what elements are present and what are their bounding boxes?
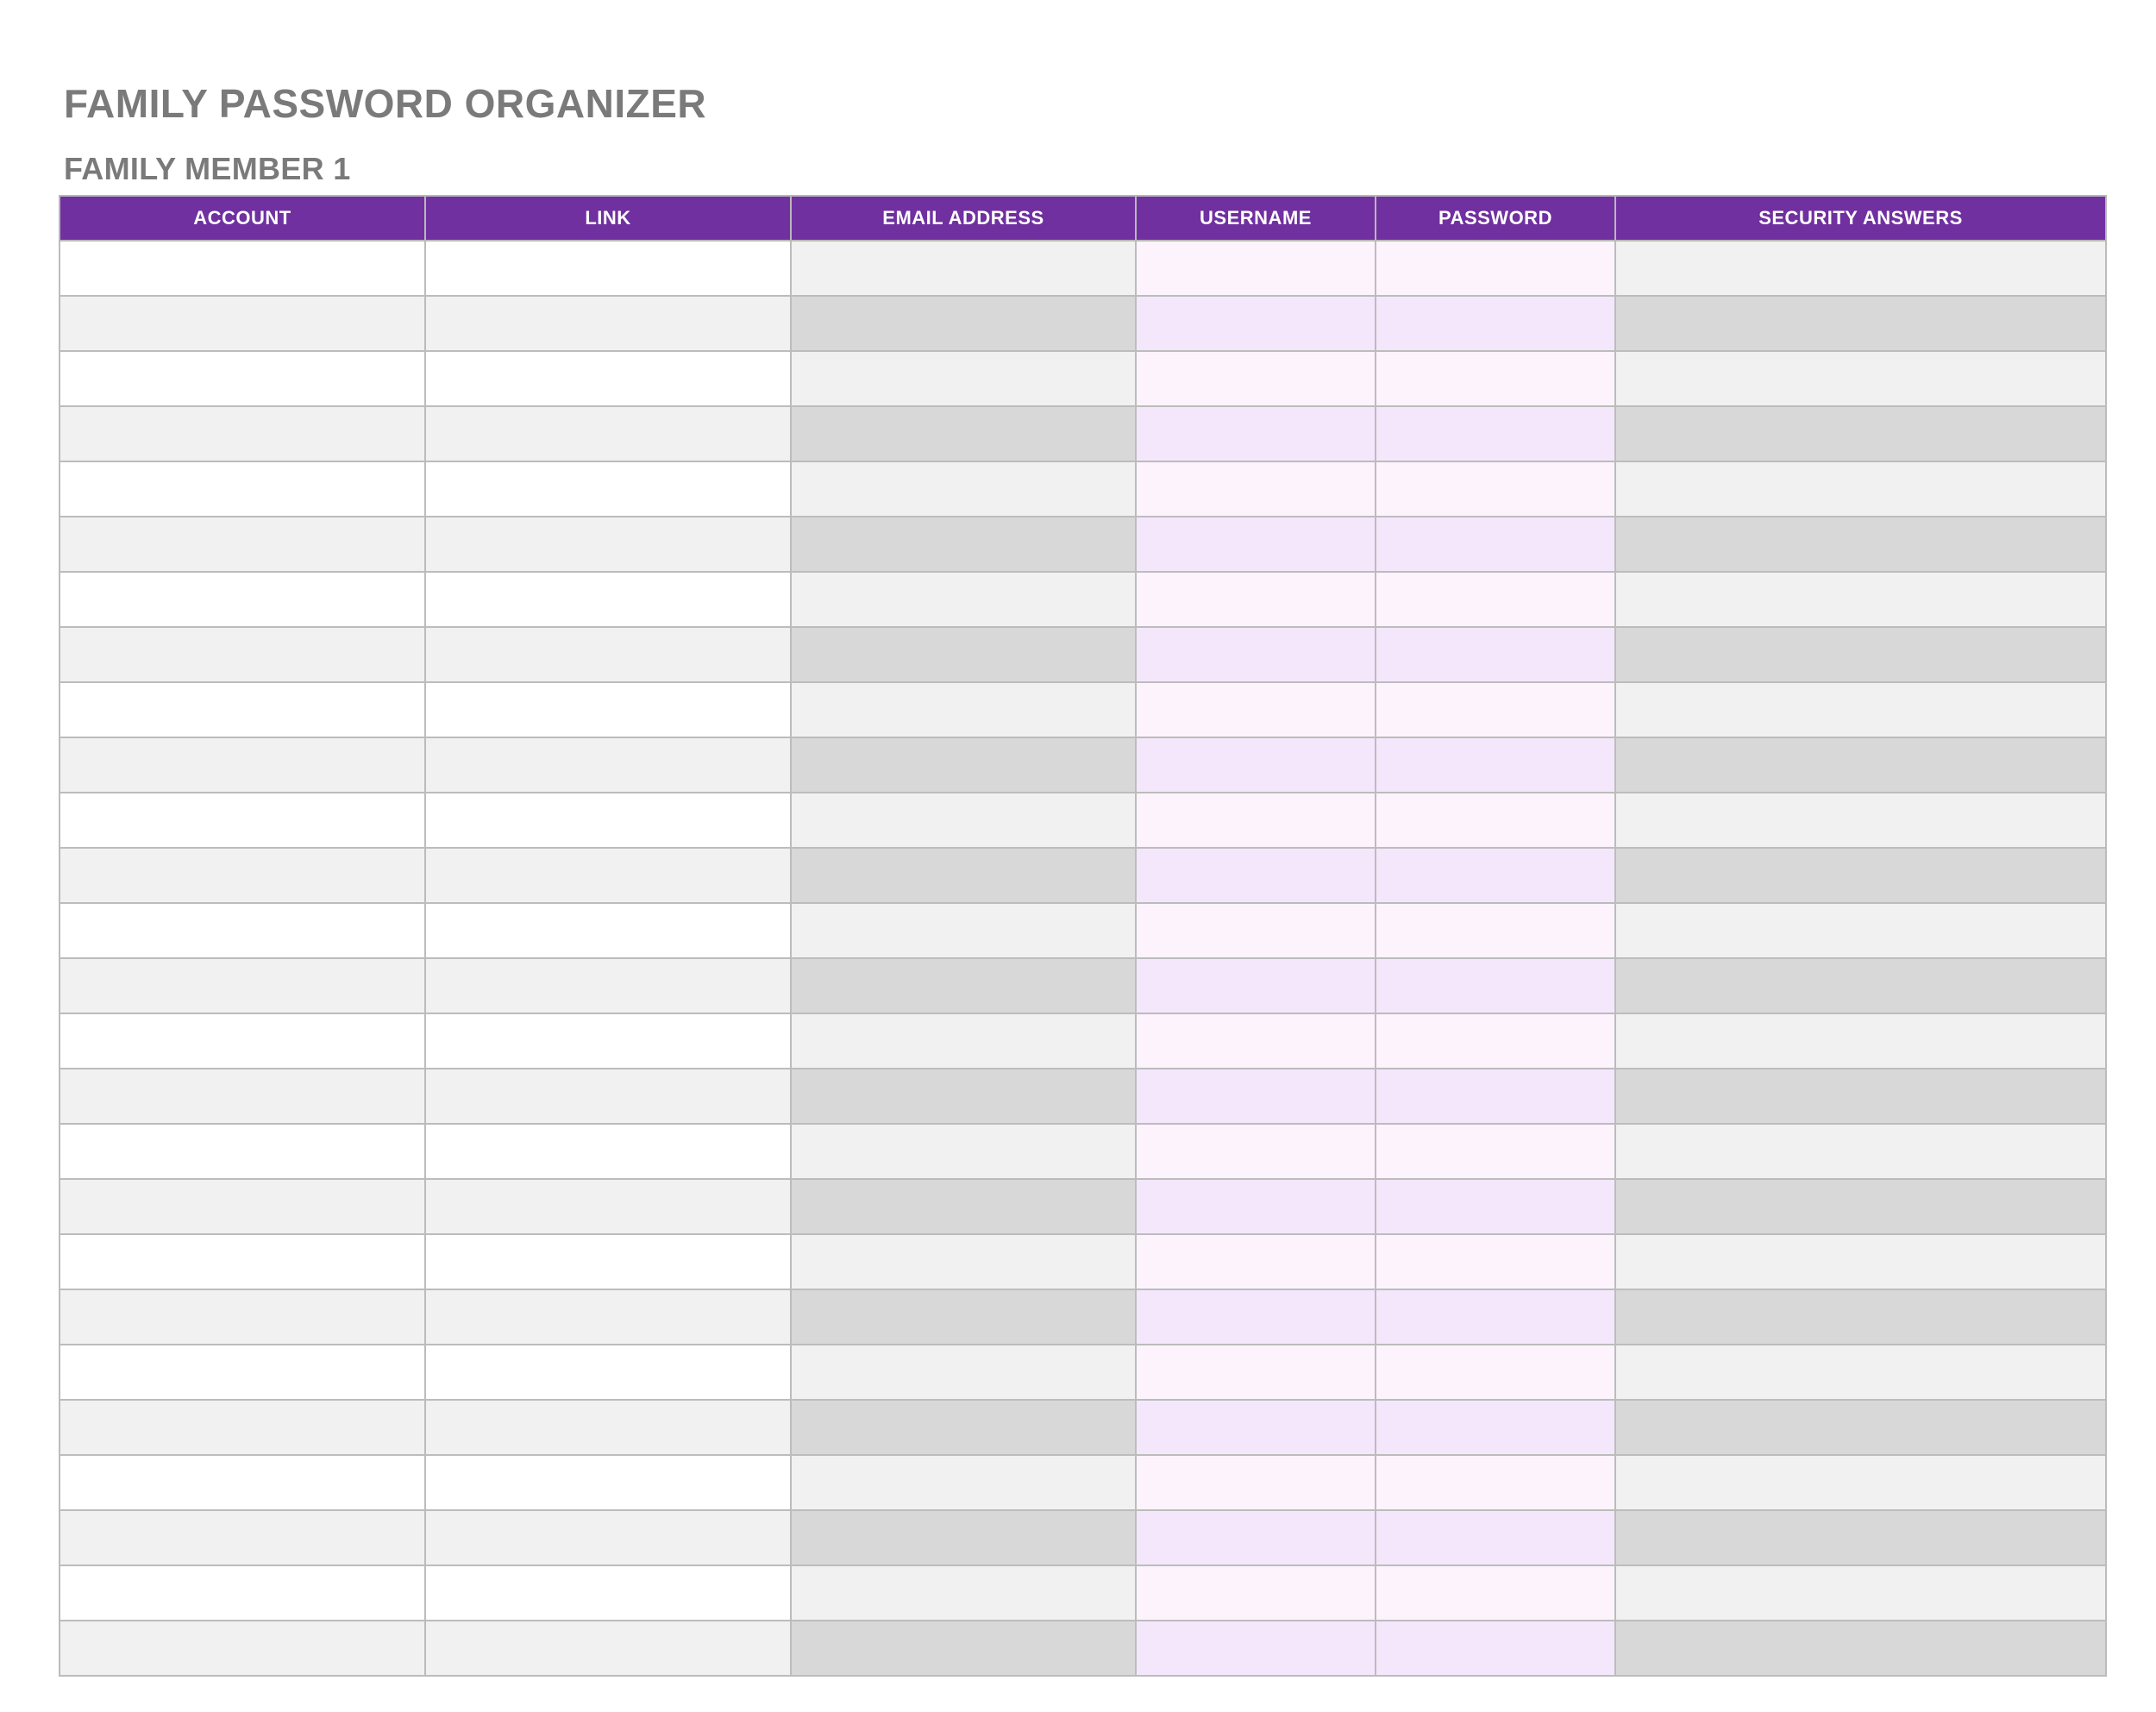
account-cell[interactable]	[60, 1345, 425, 1400]
security-cell[interactable]	[1615, 517, 2106, 572]
security-cell[interactable]	[1615, 1345, 2106, 1400]
table-row	[60, 958, 2106, 1013]
email-cell[interactable]	[791, 1400, 1136, 1455]
email-cell[interactable]	[791, 627, 1136, 682]
account-cell[interactable]	[60, 682, 425, 737]
security-cell[interactable]	[1615, 461, 2106, 517]
email-cell[interactable]	[791, 682, 1136, 737]
username-cell[interactable]	[1136, 241, 1376, 296]
email-cell[interactable]	[791, 737, 1136, 793]
password-cell[interactable]	[1376, 1013, 1615, 1069]
link-cell[interactable]	[425, 1400, 791, 1455]
password-cell[interactable]	[1376, 1455, 1615, 1510]
link-cell[interactable]	[425, 848, 791, 903]
username-cell[interactable]	[1136, 572, 1376, 627]
username-cell[interactable]	[1136, 296, 1376, 351]
password-cell[interactable]	[1376, 1069, 1615, 1124]
security-cell[interactable]	[1615, 1621, 2106, 1676]
security-cell[interactable]	[1615, 903, 2106, 958]
email-cell[interactable]	[791, 1565, 1136, 1621]
column-header-email-address: EMAIL ADDRESS	[791, 196, 1136, 241]
username-cell[interactable]	[1136, 958, 1376, 1013]
username-cell[interactable]	[1136, 1455, 1376, 1510]
email-cell[interactable]	[791, 1289, 1136, 1345]
table-body	[60, 241, 2106, 1676]
username-cell[interactable]	[1136, 682, 1376, 737]
table-row	[60, 517, 2106, 572]
username-cell[interactable]	[1136, 1621, 1376, 1676]
link-cell[interactable]	[425, 1565, 791, 1621]
username-cell[interactable]	[1136, 793, 1376, 848]
security-cell[interactable]	[1615, 1013, 2106, 1069]
username-cell[interactable]	[1136, 848, 1376, 903]
security-cell[interactable]	[1615, 241, 2106, 296]
link-cell[interactable]	[425, 296, 791, 351]
link-cell[interactable]	[425, 572, 791, 627]
link-cell[interactable]	[425, 1234, 791, 1289]
table-row	[60, 1179, 2106, 1234]
account-cell[interactable]	[60, 517, 425, 572]
security-cell[interactable]	[1615, 1400, 2106, 1455]
email-cell[interactable]	[791, 848, 1136, 903]
password-cell[interactable]	[1376, 958, 1615, 1013]
account-cell[interactable]	[60, 241, 425, 296]
password-cell[interactable]	[1376, 296, 1615, 351]
username-cell[interactable]	[1136, 1400, 1376, 1455]
link-cell[interactable]	[425, 517, 791, 572]
email-cell[interactable]	[791, 1124, 1136, 1179]
page-title: FAMILY PASSWORD ORGANIZER	[64, 81, 707, 126]
email-cell[interactable]	[791, 517, 1136, 572]
table-row	[60, 1013, 2106, 1069]
table-row	[60, 1455, 2106, 1510]
table-row	[60, 241, 2106, 296]
password-cell[interactable]	[1376, 1234, 1615, 1289]
email-cell[interactable]	[791, 572, 1136, 627]
security-cell[interactable]	[1615, 682, 2106, 737]
account-cell[interactable]	[60, 1400, 425, 1455]
security-cell[interactable]	[1615, 958, 2106, 1013]
email-cell[interactable]	[791, 1621, 1136, 1676]
email-cell[interactable]	[791, 1345, 1136, 1400]
security-cell[interactable]	[1615, 1124, 2106, 1179]
password-cell[interactable]	[1376, 1621, 1615, 1676]
email-cell[interactable]	[791, 793, 1136, 848]
password-cell[interactable]	[1376, 737, 1615, 793]
username-cell[interactable]	[1136, 903, 1376, 958]
account-cell[interactable]	[60, 627, 425, 682]
link-cell[interactable]	[425, 406, 791, 461]
account-cell[interactable]	[60, 1621, 425, 1676]
account-cell[interactable]	[60, 351, 425, 406]
username-cell[interactable]	[1136, 1179, 1376, 1234]
link-cell[interactable]	[425, 1179, 791, 1234]
column-header-account: ACCOUNT	[60, 196, 425, 241]
security-cell[interactable]	[1615, 848, 2106, 903]
security-cell[interactable]	[1615, 1179, 2106, 1234]
security-cell[interactable]	[1615, 737, 2106, 793]
password-cell[interactable]	[1376, 241, 1615, 296]
security-cell[interactable]	[1615, 1510, 2106, 1565]
table-row	[60, 1565, 2106, 1621]
account-cell[interactable]	[60, 1289, 425, 1345]
link-cell[interactable]	[425, 1510, 791, 1565]
column-header-username: USERNAME	[1136, 196, 1376, 241]
password-cell[interactable]	[1376, 1289, 1615, 1345]
email-cell[interactable]	[791, 1510, 1136, 1565]
security-cell[interactable]	[1615, 793, 2106, 848]
table-row	[60, 1234, 2106, 1289]
account-cell[interactable]	[60, 737, 425, 793]
email-cell[interactable]	[791, 406, 1136, 461]
account-cell[interactable]	[60, 793, 425, 848]
username-cell[interactable]	[1136, 1289, 1376, 1345]
password-cell[interactable]	[1376, 1510, 1615, 1565]
username-cell[interactable]	[1136, 461, 1376, 517]
table-row	[60, 406, 2106, 461]
password-cell[interactable]	[1376, 1179, 1615, 1234]
account-cell[interactable]	[60, 1179, 425, 1234]
email-cell[interactable]	[791, 1455, 1136, 1510]
link-cell[interactable]	[425, 903, 791, 958]
security-cell[interactable]	[1615, 1289, 2106, 1345]
account-cell[interactable]	[60, 958, 425, 1013]
username-cell[interactable]	[1136, 1124, 1376, 1179]
email-cell[interactable]	[791, 903, 1136, 958]
password-cell[interactable]	[1376, 461, 1615, 517]
account-cell[interactable]	[60, 1234, 425, 1289]
account-cell[interactable]	[60, 1013, 425, 1069]
email-cell[interactable]	[791, 296, 1136, 351]
account-cell[interactable]	[60, 1510, 425, 1565]
password-cell[interactable]	[1376, 1565, 1615, 1621]
password-table	[59, 195, 2107, 1677]
table-row	[60, 848, 2106, 903]
table-row	[60, 903, 2106, 958]
table-row	[60, 296, 2106, 351]
security-cell[interactable]	[1615, 572, 2106, 627]
password-cell[interactable]	[1376, 627, 1615, 682]
table-row	[60, 572, 2106, 627]
email-cell[interactable]	[791, 461, 1136, 517]
security-cell[interactable]	[1615, 1455, 2106, 1510]
email-cell[interactable]	[791, 958, 1136, 1013]
account-cell[interactable]	[60, 848, 425, 903]
email-cell[interactable]	[791, 1234, 1136, 1289]
username-cell[interactable]	[1136, 351, 1376, 406]
username-cell[interactable]	[1136, 1069, 1376, 1124]
table-row	[60, 1621, 2106, 1676]
account-cell[interactable]	[60, 406, 425, 461]
link-cell[interactable]	[425, 351, 791, 406]
username-cell[interactable]	[1136, 1013, 1376, 1069]
link-cell[interactable]	[425, 1289, 791, 1345]
security-cell[interactable]	[1615, 1069, 2106, 1124]
family-member-heading: FAMILY MEMBER 1	[64, 151, 351, 186]
link-cell[interactable]	[425, 241, 791, 296]
email-cell[interactable]	[791, 1013, 1136, 1069]
password-cell[interactable]	[1376, 1400, 1615, 1455]
account-cell[interactable]	[60, 572, 425, 627]
password-cell[interactable]	[1376, 351, 1615, 406]
table-row	[60, 682, 2106, 737]
security-cell[interactable]	[1615, 1565, 2106, 1621]
password-cell[interactable]	[1376, 903, 1615, 958]
username-cell[interactable]	[1136, 627, 1376, 682]
username-cell[interactable]	[1136, 1565, 1376, 1621]
table-row	[60, 1124, 2106, 1179]
password-cell[interactable]	[1376, 1345, 1615, 1400]
account-cell[interactable]	[60, 1565, 425, 1621]
username-cell[interactable]	[1136, 737, 1376, 793]
password-cell[interactable]	[1376, 406, 1615, 461]
security-cell[interactable]	[1615, 1234, 2106, 1289]
column-header-password: PASSWORD	[1376, 196, 1615, 241]
link-cell[interactable]	[425, 1069, 791, 1124]
account-cell[interactable]	[60, 296, 425, 351]
password-cell[interactable]	[1376, 848, 1615, 903]
table-row	[60, 627, 2106, 682]
table-row	[60, 1069, 2106, 1124]
email-cell[interactable]	[791, 1069, 1136, 1124]
column-header-link: LINK	[425, 196, 791, 241]
table-row	[60, 1510, 2106, 1565]
username-cell[interactable]	[1136, 1345, 1376, 1400]
security-cell[interactable]	[1615, 296, 2106, 351]
password-cell[interactable]	[1376, 793, 1615, 848]
username-cell[interactable]	[1136, 517, 1376, 572]
email-cell[interactable]	[791, 351, 1136, 406]
column-header-security-answers: SECURITY ANSWERS	[1615, 196, 2106, 241]
account-cell[interactable]	[60, 1124, 425, 1179]
link-cell[interactable]	[425, 958, 791, 1013]
account-cell[interactable]	[60, 461, 425, 517]
table-header-row	[60, 196, 2106, 241]
link-cell[interactable]	[425, 1124, 791, 1179]
username-cell[interactable]	[1136, 1234, 1376, 1289]
link-cell[interactable]	[425, 627, 791, 682]
password-cell[interactable]	[1376, 682, 1615, 737]
table-row	[60, 351, 2106, 406]
link-cell[interactable]	[425, 1621, 791, 1676]
security-cell[interactable]	[1615, 351, 2106, 406]
table-row	[60, 1400, 2106, 1455]
table-row	[60, 793, 2106, 848]
link-cell[interactable]	[425, 1455, 791, 1510]
link-cell[interactable]	[425, 737, 791, 793]
link-cell[interactable]	[425, 1013, 791, 1069]
security-cell[interactable]	[1615, 406, 2106, 461]
table-row	[60, 1345, 2106, 1400]
link-cell[interactable]	[425, 1345, 791, 1400]
link-cell[interactable]	[425, 793, 791, 848]
username-cell[interactable]	[1136, 1510, 1376, 1565]
link-cell[interactable]	[425, 461, 791, 517]
email-cell[interactable]	[791, 241, 1136, 296]
table-row	[60, 737, 2106, 793]
account-cell[interactable]	[60, 1455, 425, 1510]
password-cell[interactable]	[1376, 572, 1615, 627]
security-cell[interactable]	[1615, 627, 2106, 682]
password-cell[interactable]	[1376, 517, 1615, 572]
account-cell[interactable]	[60, 1069, 425, 1124]
email-cell[interactable]	[791, 1179, 1136, 1234]
link-cell[interactable]	[425, 682, 791, 737]
table-row	[60, 1289, 2106, 1345]
table-row	[60, 461, 2106, 517]
account-cell[interactable]	[60, 903, 425, 958]
password-cell[interactable]	[1376, 1124, 1615, 1179]
username-cell[interactable]	[1136, 406, 1376, 461]
